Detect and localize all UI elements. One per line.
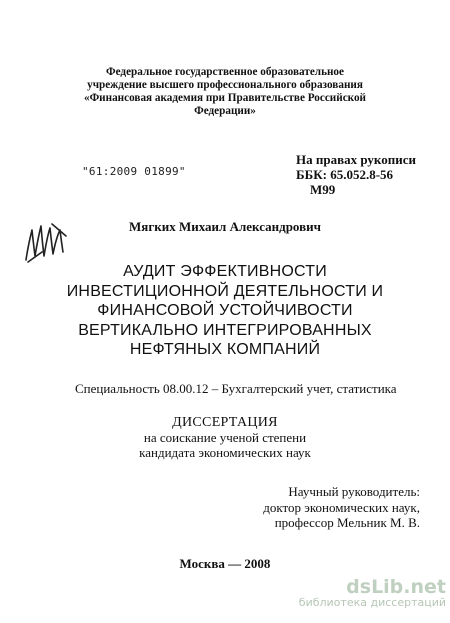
organization-line-3: «Финансовая академия при Правительстве Российской (83, 92, 366, 104)
rights-line-2: ББК: 65.052.8-56 (296, 167, 394, 182)
organization-line-4: Федерации» (194, 105, 256, 117)
rights-line-3: М99 (310, 182, 336, 197)
watermark (296, 576, 446, 609)
advisor-block (248, 484, 420, 531)
dissertation-heading: ДИССЕРТАЦИЯ (172, 415, 278, 430)
degree-line-2: кандидата экономических наук (139, 445, 311, 460)
title-line: НЕФТЯНЫХ КОМПАНИЙ (129, 341, 321, 358)
degree-line-1: на соискание ученой степени (143, 430, 307, 445)
title-line: ИНВЕСТИЦИОННОЙ ДЕЯТЕЛЬНОСТИ И (66, 282, 384, 300)
organization-block (0, 66, 450, 118)
dissertation-title (0, 262, 450, 360)
title-line: ВЕРТИКАЛЬНО ИНТЕГРИРОВАННЫХ (78, 321, 372, 339)
advisor-line-1: Научный руководитель: (288, 484, 420, 499)
place-and-year: Москва — 2008 (179, 556, 271, 571)
advisor-line-2: доктор экономических наук, (263, 499, 420, 515)
specialty-line: Специальность 08.00.12 – Бухгалтерский учет, статистика (75, 381, 397, 396)
title-line: ФИНАНСОВОЙ УСТОЙЧИВОСТИ (97, 302, 353, 319)
watermark-logo: dsLib.net (346, 576, 446, 598)
author-name: Мягких Михаил Александрович (129, 219, 321, 234)
watermark-caption: библиотека диссертаций (298, 596, 446, 609)
rights-block (296, 152, 416, 197)
registration-stamp: "61:2009 01899" (82, 165, 186, 178)
rights-line-1: На правах рукописи (296, 152, 416, 167)
title-line: АУДИТ ЭФФЕКТИВНОСТИ (123, 263, 327, 280)
dissertation-type-block (0, 415, 450, 460)
organization-line-2: учреждение высшего профессионального образования (87, 79, 363, 91)
advisor-line-3: профессор Мельник М. В. (274, 515, 420, 530)
organization-line-1: Федеральное государственное образовательное (105, 66, 344, 78)
